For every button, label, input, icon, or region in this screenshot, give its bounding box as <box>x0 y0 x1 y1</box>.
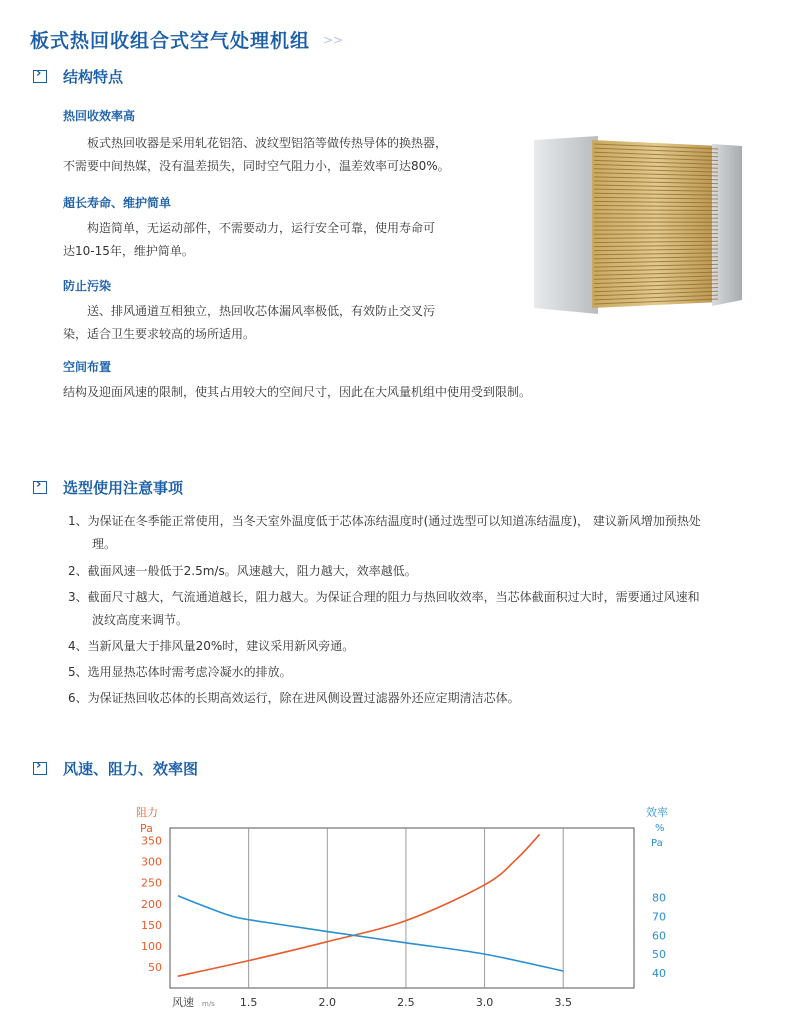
left-axis-label: 阻力 <box>136 806 158 819</box>
velocity-resistance-efficiency-chart <box>132 800 692 1015</box>
left-tick-label: 150 <box>141 918 162 932</box>
feature-text: 构造简单，无运动部件，不需要动力，运行安全可靠，使用寿命可 达10-15年，维护简单。 <box>63 221 436 258</box>
left-tick-label: 200 <box>141 897 162 911</box>
x-tick-label: 3.0 <box>475 996 494 1009</box>
right-tick-label: 40 <box>652 966 666 980</box>
feature-title: 热回收效率高 <box>63 109 136 123</box>
list-item: 4、当新风量大于排风量20%时，建议采用新风旁通。 <box>68 639 355 653</box>
right-axis-label: 效率 <box>646 806 668 819</box>
feature-text: 结构及迎面风速的限制，使其占用较大的空间尺寸，因此在大风量机组中使用受到限制。 <box>63 385 532 399</box>
right-axis-unit: Pa <box>651 838 663 849</box>
feature-text: 送、排风通道互相独立，热回收芯体漏风率极低，有效防止交叉污 染，适合卫生要求较高的场所适用。 <box>63 304 436 341</box>
x-axis-unit: m/s <box>202 1000 215 1008</box>
plot-area <box>170 828 634 988</box>
left-tick-label: 250 <box>141 876 162 890</box>
right-tick-label: 70 <box>652 910 666 924</box>
right-tick-label: 50 <box>652 948 666 962</box>
x-tick-label: 2.0 <box>318 996 337 1009</box>
section-heading-chart: 风速、阻力、效率图 <box>63 760 199 778</box>
title-arrow-icon: >> <box>323 33 344 47</box>
x-tick-label: 3.5 <box>554 996 572 1009</box>
list-item: 5、选用显热芯体时需考虑冷凝水的排放。 <box>68 665 292 679</box>
left-tick-label: 350 <box>141 834 162 848</box>
list-item: 理。 <box>68 537 117 551</box>
section-arrow-icon <box>33 70 47 83</box>
list-item: 波纹高度来调节。 <box>68 613 189 627</box>
heat-exchanger-image <box>530 136 745 314</box>
right-tick-label: 60 <box>652 929 666 943</box>
list-item: 6、为保证热回收芯体的长期高效运行，除在进风侧设置过滤器外还应定期清洁芯体。 <box>68 691 520 705</box>
section-arrow-icon <box>33 762 47 775</box>
right-tick-label: 80 <box>652 891 666 905</box>
x-axis-label: 风速 <box>172 996 194 1009</box>
section-heading-structure: 结构特点 <box>63 68 124 86</box>
feature-title: 超长寿命、维护简单 <box>63 196 172 210</box>
left-tick-label: 50 <box>148 960 162 974</box>
left-tick-label: 300 <box>141 855 162 869</box>
list-item: 3、截面尺寸越大，气流通道越长，阻力越大。为保证合理的阻力与热回收效率，当芯体截面积过大时，需要通过风速和 <box>68 590 700 604</box>
left-tick-label: 100 <box>141 939 162 953</box>
x-tick-label: 2.5 <box>397 996 415 1009</box>
page-title: 板式热回收组合式空气处理机组 <box>30 30 311 52</box>
section-arrow-icon <box>33 481 47 494</box>
left-axis-unit: Pa <box>140 822 153 835</box>
section-heading-selection: 选型使用注意事项 <box>63 479 184 497</box>
feature-text: 板式热回收器是采用轧花铝箔、波纹型铝箔等做传热导体的换热器， 不需要中间热媒，没有温差损失，同时空气阻力小，温差效率可达80%。 <box>63 136 450 173</box>
feature-title: 防止污染 <box>63 279 112 293</box>
list-item: 2、截面风速一般低于2.5m/s。风速越大，阻力越大，效率越低。 <box>68 564 417 578</box>
x-tick-label: 1.5 <box>239 996 258 1009</box>
feature-title: 空间布置 <box>63 360 112 374</box>
right-axis-unit: % <box>655 823 665 834</box>
list-item: 1、为保证在冬季能正常使用，当冬天室外温度低于芯体冻结温度时(通过选型可以知道冻结温度)， 建议新风增加预热处 <box>68 514 701 528</box>
